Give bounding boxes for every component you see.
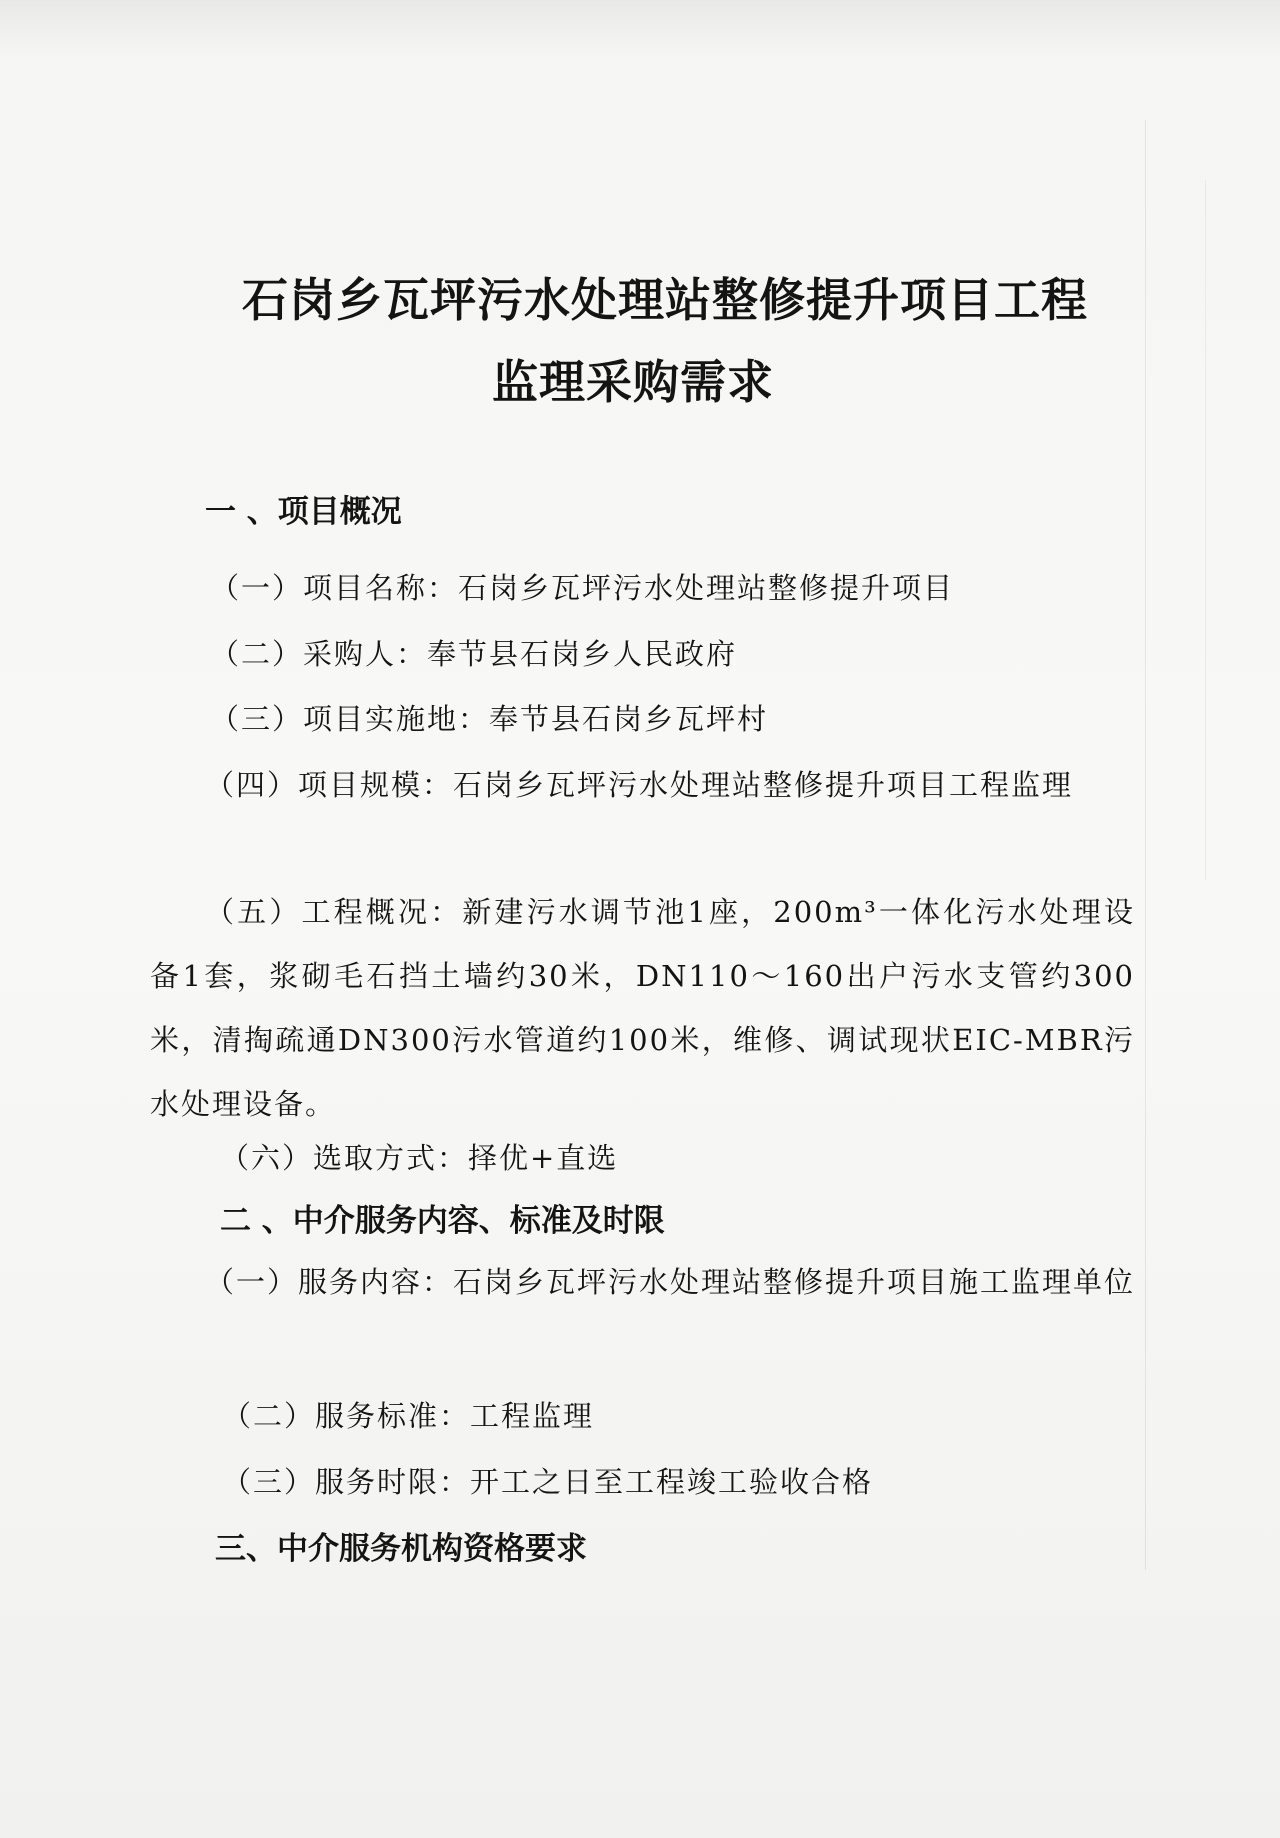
document-title-line-2: 监理采购需求 (492, 355, 774, 409)
section-heading-overview: 一 、项目概况 (205, 494, 402, 530)
item-project-overview: （五）工程概况：新建污水调节池1座，200m³一体化污水处理设备1套，浆砌毛石挡土墙约30米，DN110～160出户污水支管约300米，清掏疏通DN300污水管道约100米，维修、调试现状EIC-MBR污水处理设备。 (150, 895, 1135, 1121)
item-service-content: （一）服务内容：石岗乡瓦坪污水处理站整修提升项目施工监理单位 (205, 1265, 1136, 1299)
item-selection-method: （六）选取方式：择优+直选 (220, 1141, 619, 1175)
item-project-name: （一）项目名称：石岗乡瓦坪污水处理站整修提升项目 (210, 571, 955, 605)
item-project-location: （三）项目实施地：奉节县石岗乡瓦坪村 (210, 702, 769, 736)
document-title-line-1: 石岗乡瓦坪污水处理站整修提升项目工程 (242, 273, 1088, 327)
item-service-standard: （二）服务标准：工程监理 (222, 1399, 595, 1433)
item-service-duration: （三）服务时限：开工之日至工程竣工验收合格 (222, 1465, 874, 1499)
item-project-scale: （四）项目规模：石岗乡瓦坪污水处理站整修提升项目工程监理 (205, 768, 1074, 802)
item-purchaser: （二）采购人：奉节县石岗乡人民政府 (210, 637, 738, 671)
section-heading-service: 二 、中介服务内容、标准及时限 (220, 1203, 665, 1239)
section-heading-qualification: 三、中介服务机构资格要求 (215, 1531, 587, 1567)
